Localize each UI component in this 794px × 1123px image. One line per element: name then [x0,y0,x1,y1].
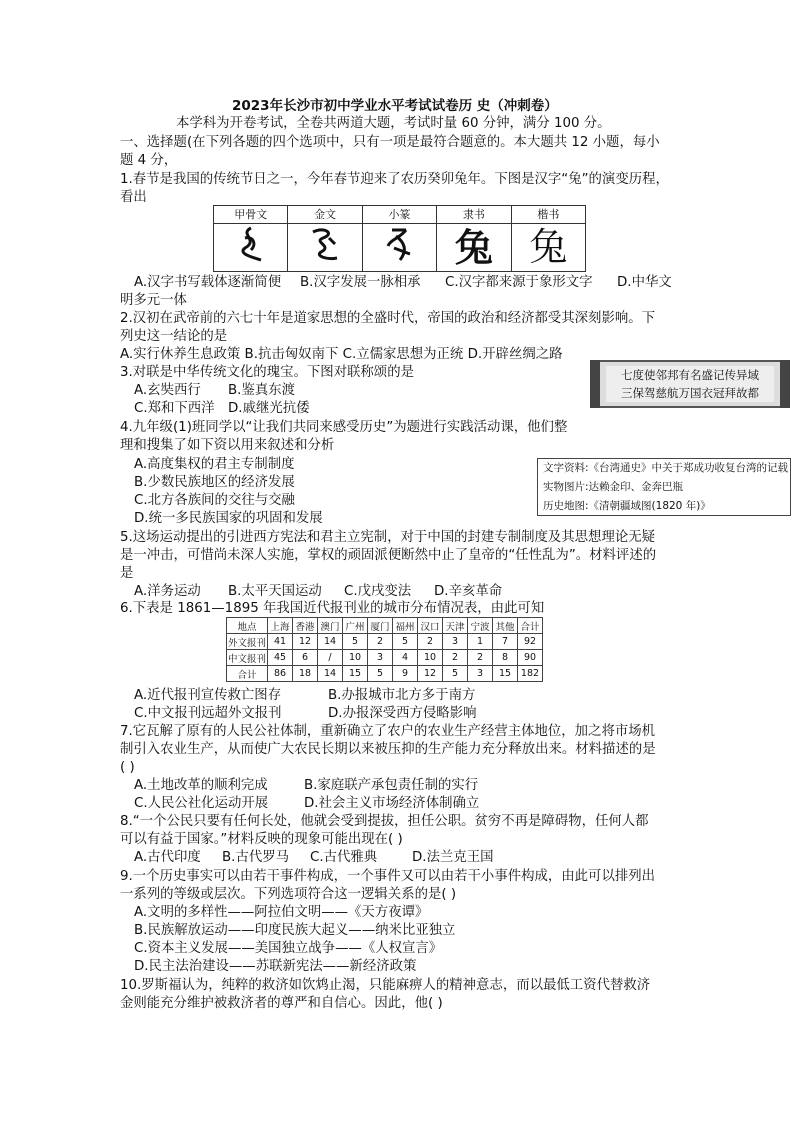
question-9-stem: 9.一个历史事实可以由若干事件构成，一个事件又可以由若干小事件构成，由此可以排列出 [120,869,656,884]
question-3-options-row1 [134,382,295,400]
option-c[interactable]: C.戊戌变法 [344,584,412,599]
table-cell: 15 [343,666,368,682]
couplet-scroll-image [590,360,790,408]
question-1-stem-cont: 看出 [120,190,147,205]
question-4-stem: 4.九年级(1)班同学以“让我们共同来感受历史”为题进行实践活动课，他们整 [120,420,568,435]
table-cell: 5 [343,634,368,650]
option-d[interactable]: D.社会主义市场经济体制确立 [304,796,480,811]
question-5-options [134,583,502,601]
script-header: 甲骨文 [214,206,288,223]
option-b[interactable]: B.古代罗马 [222,850,290,865]
table-cell: 宁波 [468,618,493,634]
question-9-stem-cont: 一系列的等级或层次。下列选项符合这一逻辑关系的是( ) [120,887,457,902]
question-8-stem: 8.“一个公民只要有任何长处，他就会受到提拔，担任公职。贫穷不再是障碍物，任何人都 [120,814,649,829]
table-cell: 5 [368,666,393,682]
material-text: 文字资料:《台湾通史》中关于郑成功收复台湾的记载 [543,462,789,474]
question-5-stem-cont: 是一冲击，可惜尚未深人实施，掌权的顽固派便断然中止了皇帝的“任性乱为”。材料评述的 [120,548,657,563]
option-d[interactable]: D.法兰克王国 [412,850,494,865]
table-cell: 12 [293,634,318,650]
question-10-stem: 10.罗斯福认为，纯粹的救济如饮鸩止渴，只能麻痹人的精神意志，而以最低工资代替救济 [120,978,651,993]
table-cell: 41 [268,634,293,650]
table-cell: / [318,650,343,666]
option-c[interactable]: C.郑和下西洋 [134,401,215,416]
question-1-options [134,274,672,292]
table-cell: 香港 [293,618,318,634]
table-cell: 2 [418,634,443,650]
clerical-glyph: 兔 [437,224,511,271]
table-cell: 8 [493,650,518,666]
table-cell: 天津 [443,618,468,634]
section-heading-cont: 题 4 分， [120,153,178,168]
page-subtitle: 本学科为开卷考试，全卷共两道大题，考试时量 60 分钟，满分 100 分。 [176,116,611,131]
table-cell: 14 [318,634,343,650]
question-6-options-row2 [134,705,476,723]
table-cell: 合计 [227,666,268,682]
question-1-stem: 1.春节是我国的传统节日之一，今年春节迎来了农历癸卯兔年。下图是汉字“兔”的演变历程， [120,172,669,187]
table-cell: 中文报刊 [227,650,268,666]
option-a[interactable]: A.洋务运动 [134,584,201,599]
option-b[interactable]: B.家庭联产承包责任制的实行 [304,778,479,793]
table-cell: 3 [443,634,468,650]
question-2-stem-cont: 列史这一结论的是 [120,329,228,344]
option-d[interactable]: D.统一多民族国家的巩固和发展 [134,511,323,526]
question-8-stem-cont: 可以有益于国家。”材料反映的现象可能出现在( ) [120,832,403,847]
table-cell: 2 [468,650,493,666]
materials-box [537,458,791,516]
table-cell: 7 [493,634,518,650]
question-7-options-row2 [134,795,479,813]
option-c[interactable]: C.人民公社化运动开展 [134,796,269,811]
material-map: 历史地图:《清朝疆域图(1820 年)》 [543,500,711,512]
option-d-cont: 明多元一体 [120,293,187,308]
question-6-stem: 6.下表是 1861—1895 年我国近代报刊业的城市分布情况表，由此可知 [120,601,545,616]
question-5-stem-cont2: 是 [120,566,134,581]
question-3-options-row2 [134,400,310,418]
question-8-options [134,849,494,867]
option-d[interactable]: D.民主法治建设——苏联新宪法——新经济政策 [134,959,417,974]
table-cell: 18 [293,666,318,682]
option-b[interactable]: B.鉴真东渡 [228,383,296,398]
option-a[interactable]: A.古代印度 [134,850,201,865]
table-cell: 其他 [493,618,518,634]
table-cell: 90 [518,650,543,666]
script-header: 隶书 [437,206,511,223]
bronze-glyph [288,224,362,271]
table-cell: 4 [393,650,418,666]
question-5-stem: 5.这场运动提出的引进西方宪法和君主立宪制，对于中国的封建专制制度及其思想理论无疑 [120,530,656,545]
option-b[interactable]: B.办报城市北方多于南方 [328,688,476,703]
table-cell: 5 [443,666,468,682]
question-10-stem-cont: 金则能充分维护被救济者的尊严和自信心。因此，他( ) [120,996,443,1011]
script-header: 小篆 [363,206,437,223]
table-cell: 45 [268,650,293,666]
option-b[interactable]: B.太平天国运动 [228,584,322,599]
table-cell: 福州 [393,618,418,634]
option-d[interactable]: D.办报深受西方侵略影响 [328,706,477,721]
table-cell: 14 [318,666,343,682]
option-a[interactable]: A.土地改革的顺利完成 [134,778,268,793]
question-3-stem: 3.对联是中华传统文化的瑰宝。下图对联称颂的是 [120,365,414,380]
character-evolution-table [213,205,586,272]
oracle-bone-glyph [214,224,288,271]
table-cell: 3 [368,650,393,666]
table-cell: 92 [518,634,543,650]
table-cell: 10 [343,650,368,666]
script-header: 金文 [288,206,362,223]
question-7-stem-cont2: ( ) [120,760,135,775]
option-c[interactable]: C.中文报刊远超外文报刊 [134,706,282,721]
table-cell: 86 [268,666,293,682]
regular-script-glyph: 兔 [529,225,568,269]
option-c[interactable]: C.资本主义发展——美国独立战争——《人权宣言》 [134,941,443,956]
option-a[interactable]: A.汉字书写载体逐渐简便 [134,275,282,290]
table-cell: 2 [443,650,468,666]
option-a[interactable]: A.玄奘西行 [134,383,201,398]
question-2-options[interactable]: A.实行休养生息政策 B.抗击匈奴南下 C.立儒家思想为正统 D.开辟丝绸之路 [120,347,563,362]
table-cell: 广州 [343,618,368,634]
option-b[interactable]: B.民族解放运动——印度民族大起义——纳米比亚独立 [134,923,456,938]
small-seal-glyph [363,224,437,271]
table-cell: 182 [518,666,543,682]
option-d[interactable]: D.中华文 [617,275,672,290]
question-4-stem-cont: 理和搜集了如下资以用来叙述和分析 [120,438,335,453]
option-c[interactable]: C.北方各族间的交往与交融 [134,493,295,508]
table-cell: 15 [493,666,518,682]
script-header: 楷书 [537,208,560,221]
couplet-line-1: 七度使邻邦有名盛记传异域 [621,368,759,382]
option-b[interactable]: B.少数民族地区的经济发展 [134,475,295,490]
question-7-options-row1 [134,777,478,795]
option-d[interactable]: D.戚继光抗倭 [228,401,310,416]
table-cell: 5 [393,634,418,650]
question-6-options-row1 [134,687,475,705]
option-b[interactable]: B.汉字发展一脉相承 [300,275,421,290]
table-cell: 汉口 [418,618,443,634]
table-cell: 上海 [268,618,293,634]
table-cell: 10 [418,650,443,666]
table-cell: 合计 [518,618,543,634]
page-title: 2023年长沙市初中学业水平考试试卷历 史（冲刺卷） [232,98,558,114]
table-cell: 厦门 [368,618,393,634]
table-cell: 12 [418,666,443,682]
table-cell: 6 [293,650,318,666]
table-cell: 外文报刊 [227,634,268,650]
table-cell: 地点 [227,618,268,634]
table-cell: 9 [393,666,418,682]
section-heading: 一、选择题(在下列各题的四个选项中，只有一项是最符合题意的。本大题共 12 小题，每小 [120,135,660,150]
newspaper-distribution-table [226,617,543,682]
question-7-stem: 7.它瓦解了原有的人民公社体制，重新确立了农户的农业生产经营主体地位，加之将市场机 [120,724,656,739]
option-d[interactable]: D.辛亥革命 [434,584,503,599]
couplet-line-2: 三保驾慈航万国衣冠拜故都 [621,386,759,400]
option-a[interactable]: A.高度集权的君主专制制度 [134,457,295,472]
question-2-stem: 2.汉初在武帝前的六七十年是道家思想的全盛时代，帝国的政治和经济都受其深刻影响。下 [120,311,656,326]
option-c[interactable]: C.古代雅典 [310,850,378,865]
option-c[interactable]: C.汉字都来源于象形文字 [445,275,593,290]
table-cell: 2 [368,634,393,650]
material-objects: 实物图片:达赖金印、金奔巴瓶 [543,481,684,493]
table-cell: 3 [468,666,493,682]
option-a[interactable]: A.近代报刊宣传救亡图存 [134,688,282,703]
table-cell: 1 [468,634,493,650]
question-7-stem-cont: 制引入农业生产，从而使广大农民长期以来被压抑的生产能力充分释放出来。材料描述的是 [120,742,656,757]
option-a[interactable]: A.文明的多样性——阿拉伯文明——《天方夜谭》 [134,905,429,920]
table-cell: 澳门 [318,618,343,634]
